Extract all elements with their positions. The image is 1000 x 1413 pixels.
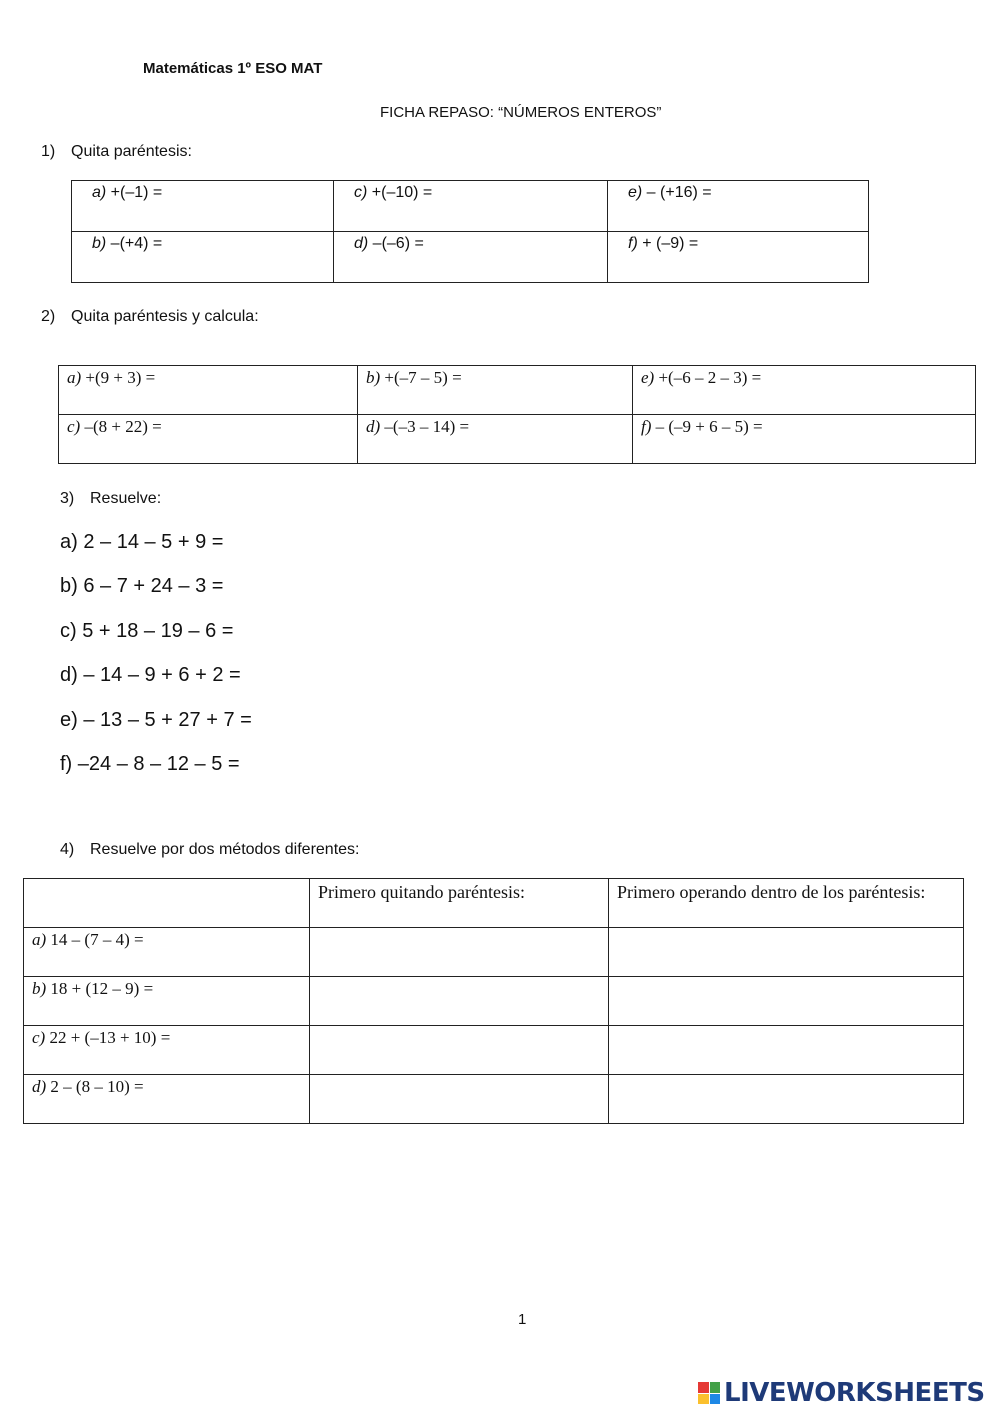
- item-expression: –(+4) =: [106, 235, 163, 252]
- empty-header-cell: [24, 879, 310, 928]
- exercise-cell: [608, 181, 869, 232]
- exercise-cell: [358, 366, 633, 415]
- table-row: [59, 415, 976, 464]
- column-header-method-2: Primero operando dentro de los paréntesis:: [609, 879, 964, 928]
- answer-cell[interactable]: [310, 977, 609, 1026]
- item-expression: 18 + (12 – 9) =: [46, 979, 154, 998]
- table-row: [24, 928, 964, 977]
- answer-cell[interactable]: [310, 928, 609, 977]
- item-label: d): [366, 417, 381, 436]
- item-expression: +(9 + 3) =: [81, 368, 156, 387]
- table-row: [24, 1026, 964, 1075]
- table-row: [24, 1075, 964, 1124]
- item-label: c): [67, 417, 81, 436]
- item-label: e): [628, 184, 643, 201]
- course-title: Matemáticas 1º ESO MAT: [143, 60, 323, 77]
- item-label: a): [92, 184, 107, 201]
- logo-square-red: [698, 1382, 709, 1393]
- item-label: c): [354, 184, 368, 201]
- item-expression: +(–6 – 2 – 3) =: [654, 368, 762, 387]
- logo-square-blue: [710, 1394, 721, 1405]
- question-number: 2): [41, 308, 56, 325]
- item-expression: +(–7 – 5) =: [380, 368, 462, 387]
- item-label: b): [32, 979, 47, 998]
- exercise-cell: [24, 1075, 310, 1124]
- list-item: c) 5 + 18 – 19 – 6 =: [60, 619, 234, 642]
- question-title: Resuelve:: [90, 490, 162, 507]
- question-1-heading: [41, 143, 192, 161]
- exercise-cell: [334, 232, 608, 283]
- table-row: [72, 232, 869, 283]
- page-number: 1: [518, 1311, 527, 1328]
- question-2-table: [58, 365, 976, 464]
- liveworksheets-brand-text: LIVEWORKSHEETS: [724, 1378, 985, 1408]
- table-header-row: [24, 879, 964, 928]
- logo-square-green: [710, 1382, 721, 1393]
- question-4-table: [23, 878, 964, 1124]
- item-expression: + (–9) =: [637, 235, 699, 252]
- item-label: f): [628, 235, 638, 252]
- item-label: d): [32, 1077, 47, 1096]
- question-title: Resuelve por dos métodos diferentes:: [90, 841, 360, 858]
- list-item: d) – 14 – 9 + 6 + 2 =: [60, 664, 241, 687]
- question-title: Quita paréntesis y calcula:: [71, 308, 259, 325]
- item-label: b): [92, 235, 107, 252]
- logo-square-yellow: [698, 1394, 709, 1405]
- exercise-cell: [633, 415, 976, 464]
- question-4-heading: [60, 841, 359, 859]
- exercise-cell: [59, 415, 358, 464]
- item-label: e): [641, 368, 655, 387]
- item-label: b): [366, 368, 381, 387]
- list-item: f) –24 – 8 – 12 – 5 =: [60, 752, 240, 775]
- exercise-cell: [24, 977, 310, 1026]
- worksheet-subtitle: FICHA REPASO: “NÚMEROS ENTEROS”: [380, 104, 662, 121]
- exercise-cell: [633, 366, 976, 415]
- question-number: 4): [60, 841, 75, 858]
- liveworksheets-logo-icon: [698, 1382, 720, 1404]
- table-row: [72, 181, 869, 232]
- question-3-exercise-list: [60, 528, 252, 794]
- item-label: f): [641, 417, 652, 436]
- question-number: 1): [41, 143, 56, 160]
- item-label: c): [32, 1028, 46, 1047]
- question-title: Quita paréntesis:: [71, 143, 192, 160]
- question-3-heading: [60, 490, 161, 508]
- item-expression: +(–10) =: [367, 184, 433, 201]
- item-expression: 22 + (–13 + 10) =: [45, 1028, 171, 1047]
- exercise-cell: [72, 232, 334, 283]
- column-header-method-1: Primero quitando paréntesis:: [310, 879, 609, 928]
- answer-cell[interactable]: [609, 977, 964, 1026]
- exercise-cell: [24, 1026, 310, 1075]
- question-1-table: [71, 180, 869, 283]
- list-item: a) 2 – 14 – 5 + 9 =: [60, 531, 224, 553]
- liveworksheets-logo[interactable]: [698, 1378, 985, 1408]
- answer-cell[interactable]: [609, 928, 964, 977]
- answer-cell[interactable]: [310, 1075, 609, 1124]
- list-item: b) 6 – 7 + 24 – 3 =: [60, 575, 224, 598]
- table-row: [24, 977, 964, 1026]
- item-label: a): [32, 930, 47, 949]
- item-expression: –(–6) =: [368, 235, 424, 252]
- list-item: e) – 13 – 5 + 27 + 7 =: [60, 708, 252, 731]
- item-expression: 2 – (8 – 10) =: [46, 1077, 144, 1096]
- exercise-cell: [334, 181, 608, 232]
- item-label: d): [354, 235, 369, 252]
- item-expression: +(–1) =: [106, 184, 163, 201]
- item-label: a): [67, 368, 82, 387]
- exercise-cell: [358, 415, 633, 464]
- item-expression: 14 – (7 – 4) =: [46, 930, 144, 949]
- item-expression: – (+16) =: [642, 184, 712, 201]
- item-expression: –(8 + 22) =: [80, 417, 162, 436]
- question-2-heading: [41, 308, 259, 326]
- exercise-cell: [72, 181, 334, 232]
- question-number: 3): [60, 490, 75, 507]
- table-row: [59, 366, 976, 415]
- exercise-cell: [59, 366, 358, 415]
- answer-cell[interactable]: [609, 1075, 964, 1124]
- answer-cell[interactable]: [609, 1026, 964, 1075]
- exercise-cell: [24, 928, 310, 977]
- item-expression: – (–9 + 6 – 5) =: [651, 417, 763, 436]
- item-expression: –(–3 – 14) =: [380, 417, 470, 436]
- answer-cell[interactable]: [310, 1026, 609, 1075]
- exercise-cell: [608, 232, 869, 283]
